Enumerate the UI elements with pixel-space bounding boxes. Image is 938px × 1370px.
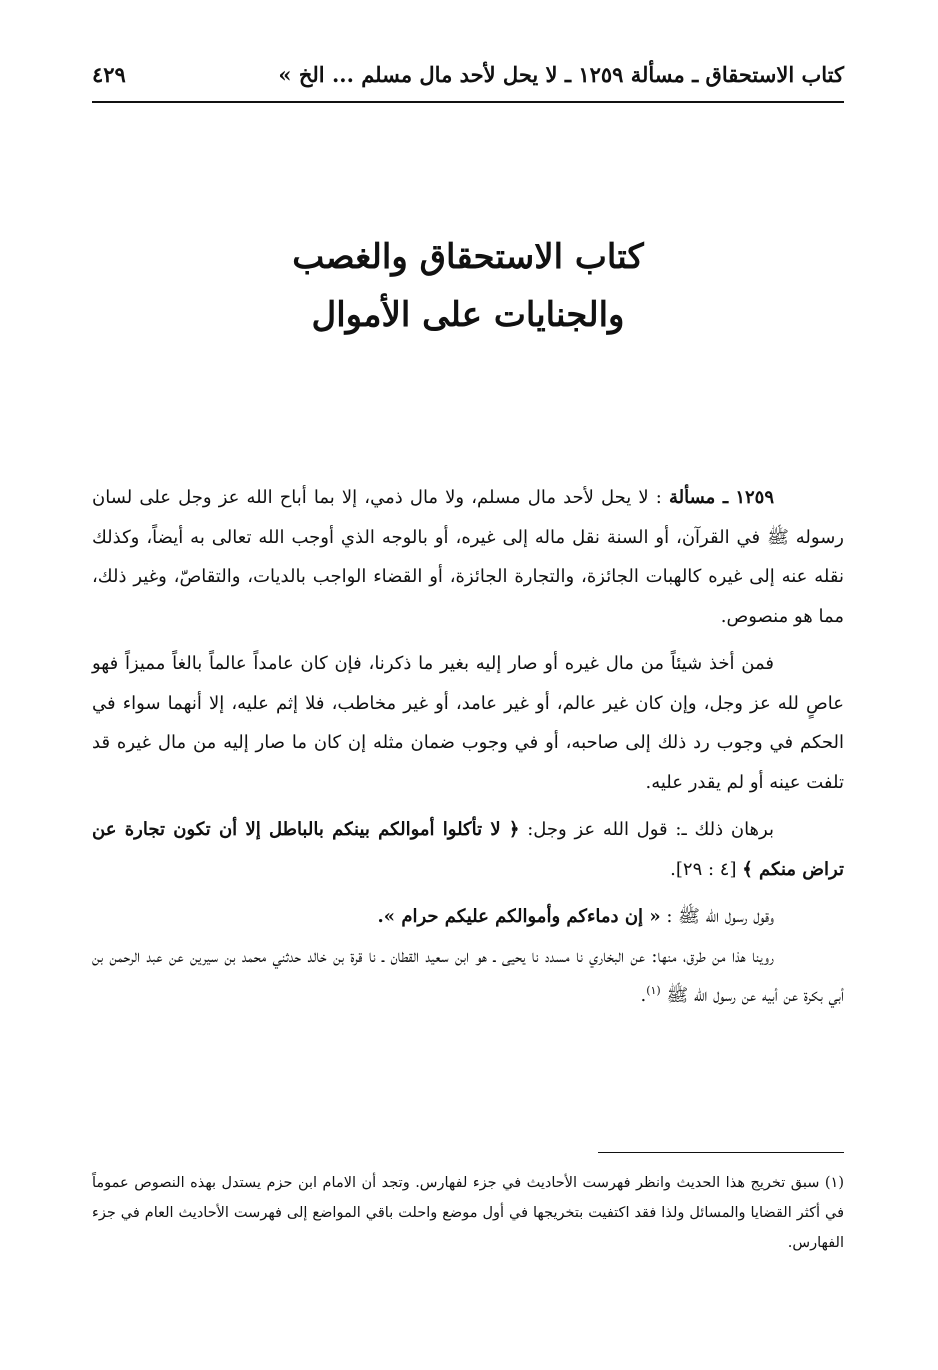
narration-text: روينا هذا من طرق، منها: عن البخاري نا مسدد نا يحيى ـ هو ابن سعيد القطان ـ نا قرة بن خالد حدثني محمد بن سيرين عن عبد الرحمن بن أبي بكرة عن أبيه عن رسول الله ﷺ [92, 945, 844, 1006]
footnote-text: (١) سبق تخريج هذا الحديث وانظر فهرست الأحاديث في جزء لفهارس. وتجد أن الامام ابن حزم يستدل بهذه النصوص عموماً في أكثر القضايا والمسائل ولذا فقد اكتفيت بتخريجها في أول موضع واحلت باقي المواضع إلى فهرست الأحاديث العام في جزء الفهارس. [92, 1175, 844, 1251]
issue-label: ـ مسألة [668, 487, 729, 508]
hadith-quote: « إن دماءكم وأموالكم عليكم حرام ». [377, 906, 661, 927]
footnote-marker[interactable]: (١) [646, 984, 661, 997]
footnote [92, 1168, 844, 1258]
header-rule [92, 101, 844, 103]
page-number: ٤٢٩ [92, 62, 126, 87]
issue-number: ١٢٥٩ [735, 487, 774, 508]
proof-intro: برهان ذلك ـ: قول الله عز وجل: [527, 819, 774, 840]
chapter-title-line-1: كتاب الاستحقاق والغصب [292, 237, 644, 277]
chapter-title-line-2: والجنايات على الأموال [311, 295, 625, 335]
narration-end: . [640, 985, 647, 1006]
footnote-rule [598, 1152, 844, 1153]
paragraph-proof [92, 810, 844, 889]
running-title: كتاب الاستحقاق ـ مسألة ١٢٥٩ ـ لا يحل لأحد مال مسلم ... الخ » [278, 62, 844, 87]
quran-reference: [٤ : ٢٩]. [670, 858, 737, 880]
paragraph-narration [92, 937, 844, 1016]
running-header [92, 54, 844, 90]
paragraph-issue [92, 478, 844, 636]
chapter-title [92, 228, 844, 344]
quran-quote: ﴿ لا تأكلوا أموالكم بينكم بالباطل إلا أن تكون تجارة عن تراض منكم ﴾ [92, 819, 844, 880]
issue-text: : لا يحل لأحد مال مسلم، ولا مال ذمي، إلا بما أباح الله عز وجل على لسان رسوله ﷺ في القرآن، أو السنة نقل ماله إلى غيره، أو بالوجه الذي أوجب الله تعالى به أيضاً، وكذلك نقله عنه إلى غيره كالهبات الجائزة، والتجارة الجائزة، أو القضاء الواجب بالديات، والتقاصّ، وغير ذلك، مما هو منصوص. [92, 487, 844, 627]
paragraph-ruling: فمن أخذ شيئاً من مال غيره أو صار إليه بغير ما ذكرنا، فإن كان عامداً عالماً بالغاً مميزاً فهو عاصٍ لله عز وجل، وإن كان غير عالم، أو غير عامد، أو غير مخاطب، فلا إثم عليه، إلا أنهما سواء في الحكم في وجوب رد ذلك إلى صاحبه، أو في وجوب ضمان مثله إن كان ما صار إليه من مال غيره قد تلفت عينه أو لم يقدر عليه. [92, 653, 844, 793]
body-text [92, 478, 844, 1024]
paragraph-hadith [92, 897, 844, 937]
hadith-intro: وقول رسول الله ﷺ : [666, 906, 774, 927]
